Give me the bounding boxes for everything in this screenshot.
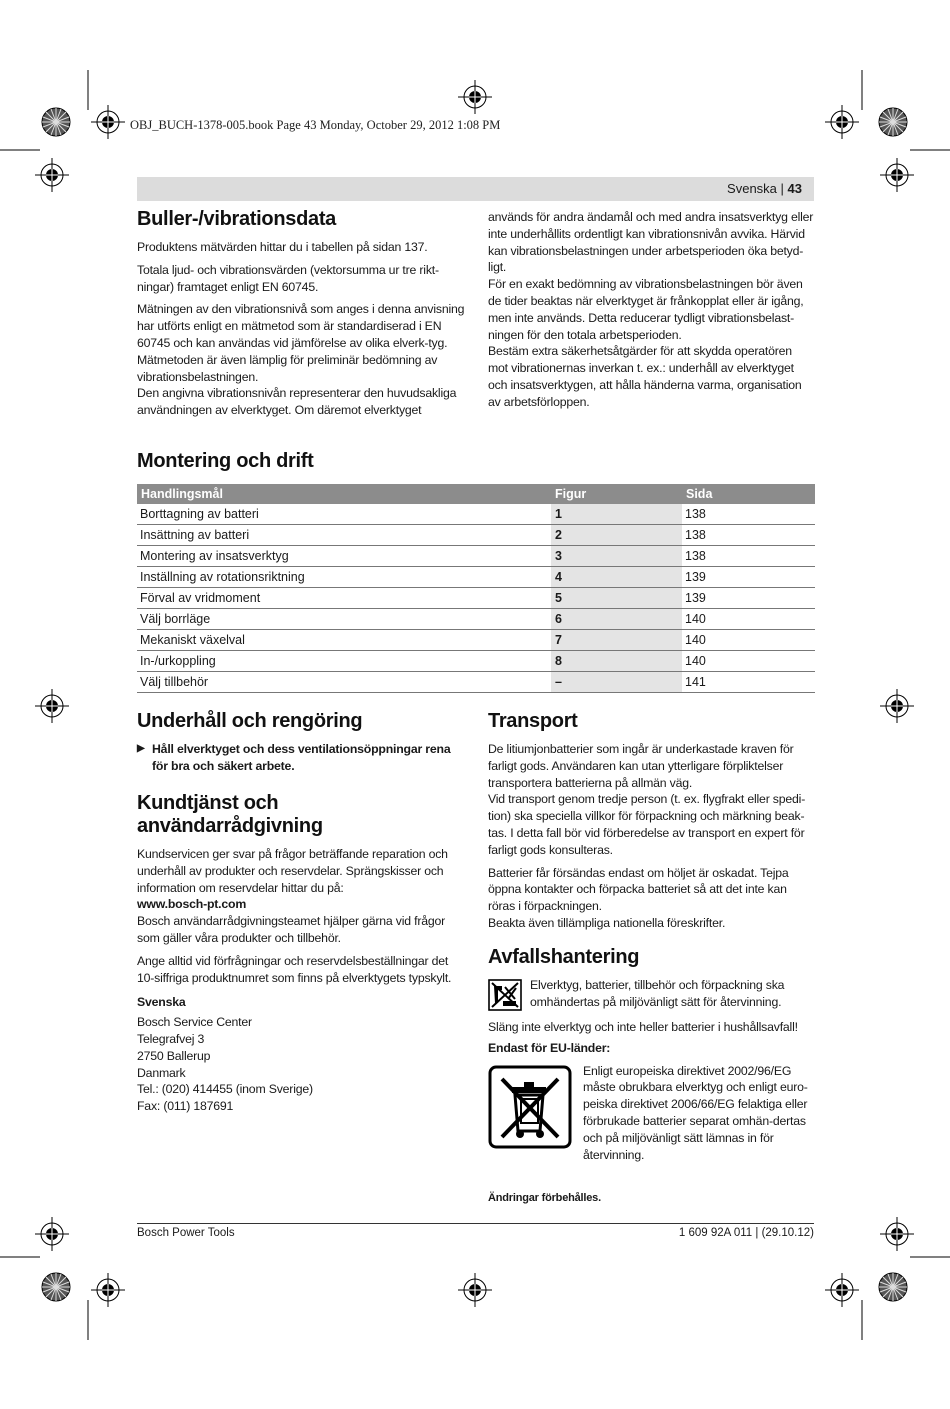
row-task: Välj tillbehör (137, 672, 551, 693)
row-page: 138 (682, 525, 815, 546)
header-language: Svenska (727, 181, 777, 196)
mounting-title: Montering och drift (137, 450, 314, 472)
row-figure: 5 (551, 588, 682, 609)
row-page: 140 (682, 609, 815, 630)
changes-note: Ändringar förbehålles. (488, 1192, 601, 1204)
row-task: Välj borrläge (137, 609, 551, 630)
service-address (137, 1014, 467, 1115)
row-page: 139 (682, 567, 815, 588)
transport-p2: Vid transport genom tredje person (t. ex. flygfrakt eller spedi-tion) ska speciella villkor för förpackning och märkning beak-tas. I detta fall bör vid förberedelse av transport en expert för farligt gods konsulteras. (488, 792, 806, 857)
star-mark-top-right (879, 108, 907, 136)
disposal-p3: Enligt europeiska direktivet 2002/96/EG måste obrukbara elverktyg och enligt euro-peiska direktivet 2006/66/EG felaktiga eller förbrukade batterier separat omhän-dertas och på miljövänligt sätt lämnas in för återvinning. (583, 1063, 808, 1162)
row-figure: – (551, 672, 682, 693)
star-mark-top-left (42, 108, 70, 136)
table-row (137, 651, 815, 672)
table-row (137, 525, 815, 546)
noise-p2: Totala ljud- och vibrationsvärden (vektorsumma ur tre rikt-ningar) framtaget enligt EN 60745. (137, 262, 439, 294)
row-task: Mekaniskt växelval (137, 630, 551, 651)
col-header-figure: Figur (551, 484, 682, 504)
row-task: In-/urkoppling (137, 651, 551, 672)
page-number: 43 (787, 181, 802, 196)
transport-p4: Beakta även tillämpliga nationella föreskrifter. (488, 915, 726, 930)
noise-p5: används för andra ändamål och med andra insatsverktyg eller inte underhållits ordentligt kan vibrationsnivån avvika. Härvid kan vibrationsbelastningen under arbetsperioden öka betyd-ligt. (488, 210, 814, 275)
operations-table (137, 484, 815, 693)
table-row (137, 504, 815, 525)
row-figure: 4 (551, 567, 682, 588)
star-mark-bottom-right (879, 1273, 907, 1301)
table-row (137, 567, 815, 588)
disposal-p1: Elverktyg, batterier, tillbehör och förpackning ska omhändertas på miljövänligt sätt för återvinning. (530, 978, 785, 1009)
row-figure: 3 (551, 546, 682, 567)
footer-right: 1 609 92A 011 | (29.10.12) (678, 1227, 814, 1239)
noise-p3: Mätningen av den vibrationsnivå som anges i denna anvisning har utförts enligt en mätmetod som är standardiserad i EN 60745 och kan användas vid jämförelse av olika elverk-tyg. Mätmetoden är även lämplig för preliminär bedömning av vibrationsbelastningen. (137, 302, 465, 384)
row-page: 139 (682, 588, 815, 609)
address-line: Danmark (137, 1065, 186, 1080)
page-header-bar (137, 177, 814, 201)
noise-section (137, 208, 467, 419)
maintenance-section (137, 710, 467, 775)
table-row (137, 672, 815, 693)
maintenance-title: Underhåll och rengöring (137, 710, 363, 732)
address-line: Bosch Service Center (137, 1015, 252, 1030)
row-page: 140 (682, 651, 815, 672)
footer-rule (137, 1223, 814, 1224)
maintenance-bullet: Håll elverktyget och dess ventilationsöppningar rena för bra och säkert arbete. (152, 742, 451, 773)
row-task: Insättning av batteri (137, 525, 551, 546)
service-p1: Kundservicen ger svar på frågor beträffande reparation och underhåll av produkter och reservdelar. Sprängskisser och information om reservdelar hittar du på: (137, 847, 448, 895)
address-line: 2750 Ballerup (137, 1048, 211, 1063)
noise-continued (488, 209, 814, 411)
bullet-arrow-icon: ▶ (137, 743, 145, 754)
disposal-section (488, 946, 815, 1163)
print-info: OBJ_BUCH-1378-005.book Page 43 Monday, October 29, 2012 1:08 PM (130, 118, 501, 132)
address-phone: Tel.: (020) 414455 (inom Sverige) (137, 1082, 313, 1097)
row-page: 141 (682, 672, 815, 693)
service-title: Kundtjänst och användarrådgivning (137, 792, 323, 837)
table-row (137, 546, 815, 567)
crossed-bin-icon (488, 1065, 572, 1149)
row-page: 138 (682, 546, 815, 567)
noise-p1: Produktens mätvärden hittar du i tabellen på sidan 137. (137, 240, 428, 254)
transport-title: Transport (488, 710, 578, 732)
row-page: 138 (682, 504, 815, 525)
table-row (137, 609, 815, 630)
disposal-eu-label: Endast för EU-länder: (488, 1040, 611, 1055)
address-fax: Fax: (011) 187691 (137, 1099, 234, 1114)
row-task: Montering av insatsverktyg (137, 546, 551, 567)
row-figure: 7 (551, 630, 682, 651)
row-page: 140 (682, 630, 815, 651)
col-header-page: Sida (682, 484, 815, 504)
transport-section (488, 710, 815, 932)
service-country: Svenska (137, 995, 186, 1010)
star-mark-bottom-left (42, 1273, 70, 1301)
transport-p1: De litiumjonbatterier som ingår är underkastade kraven för farligt gods. Användaren kan utan ytterligare förpliktelser transportera batterierna på allmän väg. (488, 742, 794, 790)
service-p2: Bosch användarrådgivningsteamet hjälper gärna vid frågor som gäller våra produkter och tillbehör. (137, 914, 446, 945)
row-figure: 8 (551, 651, 682, 672)
address-line: Telegrafvej 3 (137, 1031, 205, 1046)
noise-p7: Bestäm extra säkerhetsåtgärder för att skydda operatören mot vibrationernas inverkan t. ex.: underhåll av elverktyget och insatsverktygen, att hålla händerna varma, organisation av arbetsförloppen. (488, 344, 802, 409)
table-row (137, 588, 815, 609)
table-header-row (137, 484, 815, 504)
row-figure: 1 (551, 504, 682, 525)
transport-p3: Batterier får försändas endast om höljet är oskadat. Tejpa öppna kontakter och förpacka batteriet så att det inte kan röras i förpackningen. (488, 865, 789, 914)
row-task: Inställning av rotationsriktning (137, 567, 551, 588)
noise-title: Buller-/vibrationsdata (137, 208, 336, 230)
footer-left: Bosch Power Tools (137, 1227, 235, 1239)
row-figure: 6 (551, 609, 682, 630)
service-p3: Ange alltid vid förfrågningar och reservdelsbeställningar det 10-siffriga produktnumret som finns på elverktygets typskylt. (137, 953, 452, 985)
page-header: Svenska | 43 (727, 181, 802, 196)
service-section (137, 792, 467, 1115)
row-figure: 2 (551, 525, 682, 546)
recycling-tools-icon (488, 979, 522, 1011)
col-header-task: Handlingsmål (137, 484, 551, 504)
service-url[interactable]: www.bosch-pt.com (137, 897, 247, 912)
table-row (137, 630, 815, 651)
row-task: Borttagning av batteri (137, 504, 551, 525)
noise-p6: För en exakt bedömning av vibrationsbelastningen bör även de tider beaktas när elverktyget är frånkopplat eller är igång, men inte används. Detta reducerar tydligt vibrationsbelast-ningen för den totala arbetsperioden. (488, 277, 804, 342)
noise-p4: Den angivna vibrationsnivån representerar den huvudsakliga användningen av elverktyget. Om däremot elverktyget (137, 386, 457, 418)
disposal-p2: Släng inte elverktyg och inte heller batterier i hushållsavfall! (488, 1020, 798, 1034)
row-task: Förval av vridmoment (137, 588, 551, 609)
disposal-title: Avfallshantering (488, 946, 640, 968)
